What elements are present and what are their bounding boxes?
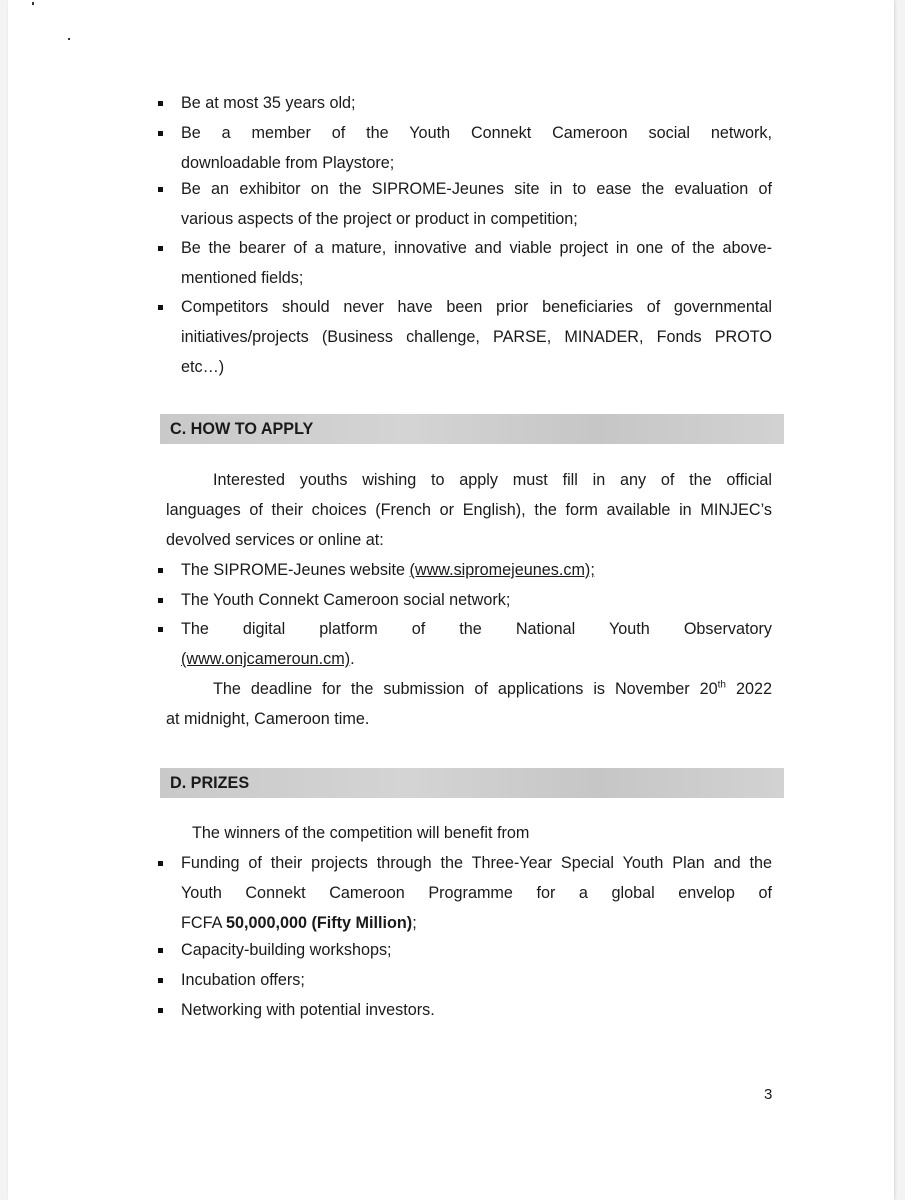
ordinal-suffix: th [717, 679, 726, 691]
list-item-continuation [181, 913, 417, 933]
section-heading: C. HOW TO APPLY [170, 420, 314, 438]
section-heading-bar [160, 768, 784, 798]
scan-speck [32, 2, 34, 5]
bullet-icon [158, 187, 163, 192]
deadline-line [213, 679, 772, 699]
punctuation: ; [412, 914, 417, 932]
list-item-continuation [181, 649, 355, 669]
paragraph-line: languages of their choices (French or English), the form available in MINJEC’s [166, 501, 772, 519]
page-number: 3 [764, 1086, 773, 1103]
website-link[interactable]: (www.sipromejeunes.cm); [409, 561, 595, 579]
scan-speck [68, 38, 70, 40]
bullet-icon [158, 101, 163, 106]
list-item: Be a member of the Youth Connekt Cameroon social network, [181, 124, 772, 142]
bullet-icon [158, 305, 163, 310]
punctuation: . [350, 650, 355, 668]
list-item: Incubation offers; [181, 971, 305, 989]
bullet-icon [158, 131, 163, 136]
deadline-text: The deadline for the submission of applications is November 20 [213, 680, 718, 698]
list-item: Be the bearer of a mature, innovative and viable project in one of the above- [181, 239, 772, 257]
list-item-continuation: mentioned fields; [181, 269, 304, 287]
list-item-continuation: various aspects of the project or product in competition; [181, 210, 578, 228]
paragraph-line: The winners of the competition will benefit from [192, 824, 530, 842]
paragraph-line: devolved services or online at: [166, 531, 384, 549]
bullet-icon [158, 1008, 163, 1013]
list-item-continuation: etc…) [181, 358, 225, 376]
list-item-continuation: downloadable from Playstore; [181, 154, 395, 172]
list-item: The digital platform of the National Youth Observatory [181, 620, 772, 638]
list-item: Be an exhibitor on the SIPROME-Jeunes site in to ease the evaluation of [181, 180, 772, 198]
bullet-icon [158, 627, 163, 632]
list-item: Competitors should never have been prior beneficiaries of governmental [181, 298, 772, 316]
document-page [8, 0, 894, 1200]
list-item-continuation: Youth Connekt Cameroon Programme for a global envelop of [181, 884, 772, 902]
section-heading-bar [160, 414, 784, 444]
bullet-icon [158, 948, 163, 953]
bullet-icon [158, 246, 163, 251]
bullet-icon [158, 861, 163, 866]
paragraph-line: Interested youths wishing to apply must fill in any of the official [213, 471, 772, 489]
list-item: Networking with potential investors. [181, 1001, 435, 1019]
list-item-text: The SIPROME-Jeunes website [181, 561, 410, 579]
deadline-year: 2022 [726, 680, 772, 698]
list-item: The Youth Connekt Cameroon social network; [181, 591, 511, 609]
list-item [181, 560, 595, 580]
list-item: Funding of their projects through the Three-Year Special Youth Plan and the [181, 854, 772, 872]
section-heading: D. PRIZES [170, 774, 250, 792]
list-item-continuation: initiatives/projects (Business challenge, PARSE, MINADER, Fonds PROTO [181, 328, 772, 346]
list-item: Be at most 35 years old; [181, 94, 356, 112]
bullet-icon [158, 598, 163, 603]
list-item: Capacity-building workshops; [181, 941, 392, 959]
funding-amount: 50,000,000 (Fifty Million) [225, 914, 413, 932]
currency-label: FCFA [181, 914, 226, 932]
deadline-line-2: at midnight, Cameroon time. [166, 710, 370, 728]
platform-link[interactable]: (www.onjcameroun.cm) [181, 650, 351, 668]
bullet-icon [158, 568, 163, 573]
bullet-icon [158, 978, 163, 983]
